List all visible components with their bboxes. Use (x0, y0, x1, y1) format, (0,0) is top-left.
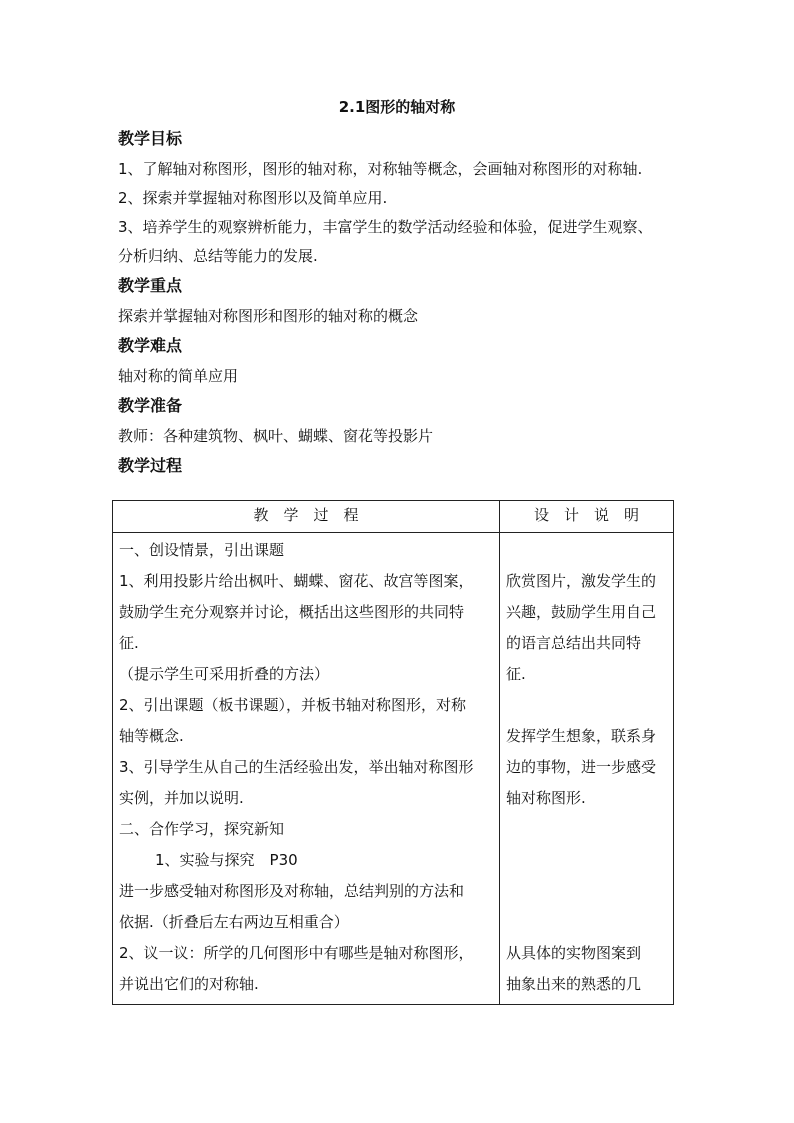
notes-line: 轴对称图形. (506, 789, 586, 807)
process-table (112, 500, 674, 1005)
process-line: 1、实验与探究 P30 (155, 851, 298, 869)
notes-cell (500, 533, 674, 1005)
process-line: 2、引出课题（板书课题），并板书轴对称图形，对称 (119, 696, 467, 714)
preparation-heading: 教学准备 (118, 396, 183, 415)
notes-line: 的语言总结出共同特 (506, 634, 642, 652)
process-line: 1、利用投影片给出枫叶、蝴蝶、窗花、故宫等图案， (119, 572, 474, 590)
objectives-heading: 教学目标 (118, 129, 183, 148)
key-points-text: 探索并掌握轴对称图形和图形的轴对称的概念 (118, 307, 419, 325)
objective-2: 2、探索并掌握轴对称图形以及简单应用. (118, 189, 388, 207)
col-header-notes: 设 计 说 明 (500, 501, 674, 533)
preparation-text: 教师：各种建筑物、枫叶、蝴蝶、窗花等投影片 (118, 427, 434, 445)
objective-3-cont: 分析归纳、总结等能力的发展. (118, 247, 318, 265)
table-header-row (113, 501, 674, 533)
process-line: 3、引导学生从自己的生活经验出发，举出轴对称图形 (119, 758, 474, 776)
notes-line: 发挥学生想象，联系身 (506, 727, 657, 745)
process-line: 实例，并加以说明. (119, 789, 244, 807)
objective-1: 1、了解轴对称图形，图形的轴对称，对称轴等概念，会画轴对称图形的对称轴. (118, 160, 643, 178)
process-line: （提示学生可采用折叠的方法） (119, 665, 330, 683)
notes-line (506, 690, 669, 721)
process-line: 并说出它们的对称轴. (119, 975, 259, 993)
notes-line (506, 845, 669, 876)
notes-line (506, 535, 669, 566)
process-heading: 教学过程 (118, 456, 183, 475)
process-line: 依据.（折叠后左右两边互相重合） (119, 913, 349, 931)
process-line: 鼓励学生充分观察并讨论，概括出这些图形的共同特 (119, 603, 465, 621)
process-line: 进一步感受轴对称图形及对称轴，总结判别的方法和 (119, 882, 465, 900)
objective-3: 3、培养学生的观察辨析能力，丰富学生的数学活动经验和体验，促进学生观察、 (118, 218, 653, 236)
notes-line (506, 907, 669, 938)
lesson-plan-body (118, 128, 678, 477)
notes-line (506, 814, 669, 845)
notes-line: 征. (506, 665, 526, 683)
document-title: 2.1图形的轴对称 (338, 98, 456, 116)
notes-line: 从具体的实物图案到 (506, 944, 642, 962)
process-line: 2、议一议：所学的几何图形中有哪些是轴对称图形， (119, 944, 474, 962)
notes-line: 兴趣，鼓励学生用自己 (506, 603, 657, 621)
process-line: 征. (119, 634, 139, 652)
key-points-heading: 教学重点 (118, 276, 183, 295)
difficulties-text: 轴对称的简单应用 (118, 367, 239, 385)
notes-line: 欣赏图片，激发学生的 (506, 572, 657, 590)
difficulties-heading: 教学难点 (118, 336, 183, 355)
notes-line: 抽象出来的熟悉的几 (506, 975, 642, 993)
notes-line: 边的事物，进一步感受 (506, 758, 657, 776)
process-line: 一、创设情景，引出课题 (119, 541, 285, 559)
process-cell (113, 533, 500, 1005)
table-row (113, 533, 674, 1005)
notes-line (506, 876, 669, 907)
col-header-process: 教 学 过 程 (113, 501, 500, 533)
process-line: 轴等概念. (119, 727, 184, 745)
process-line: 二、合作学习，探究新知 (119, 820, 285, 838)
